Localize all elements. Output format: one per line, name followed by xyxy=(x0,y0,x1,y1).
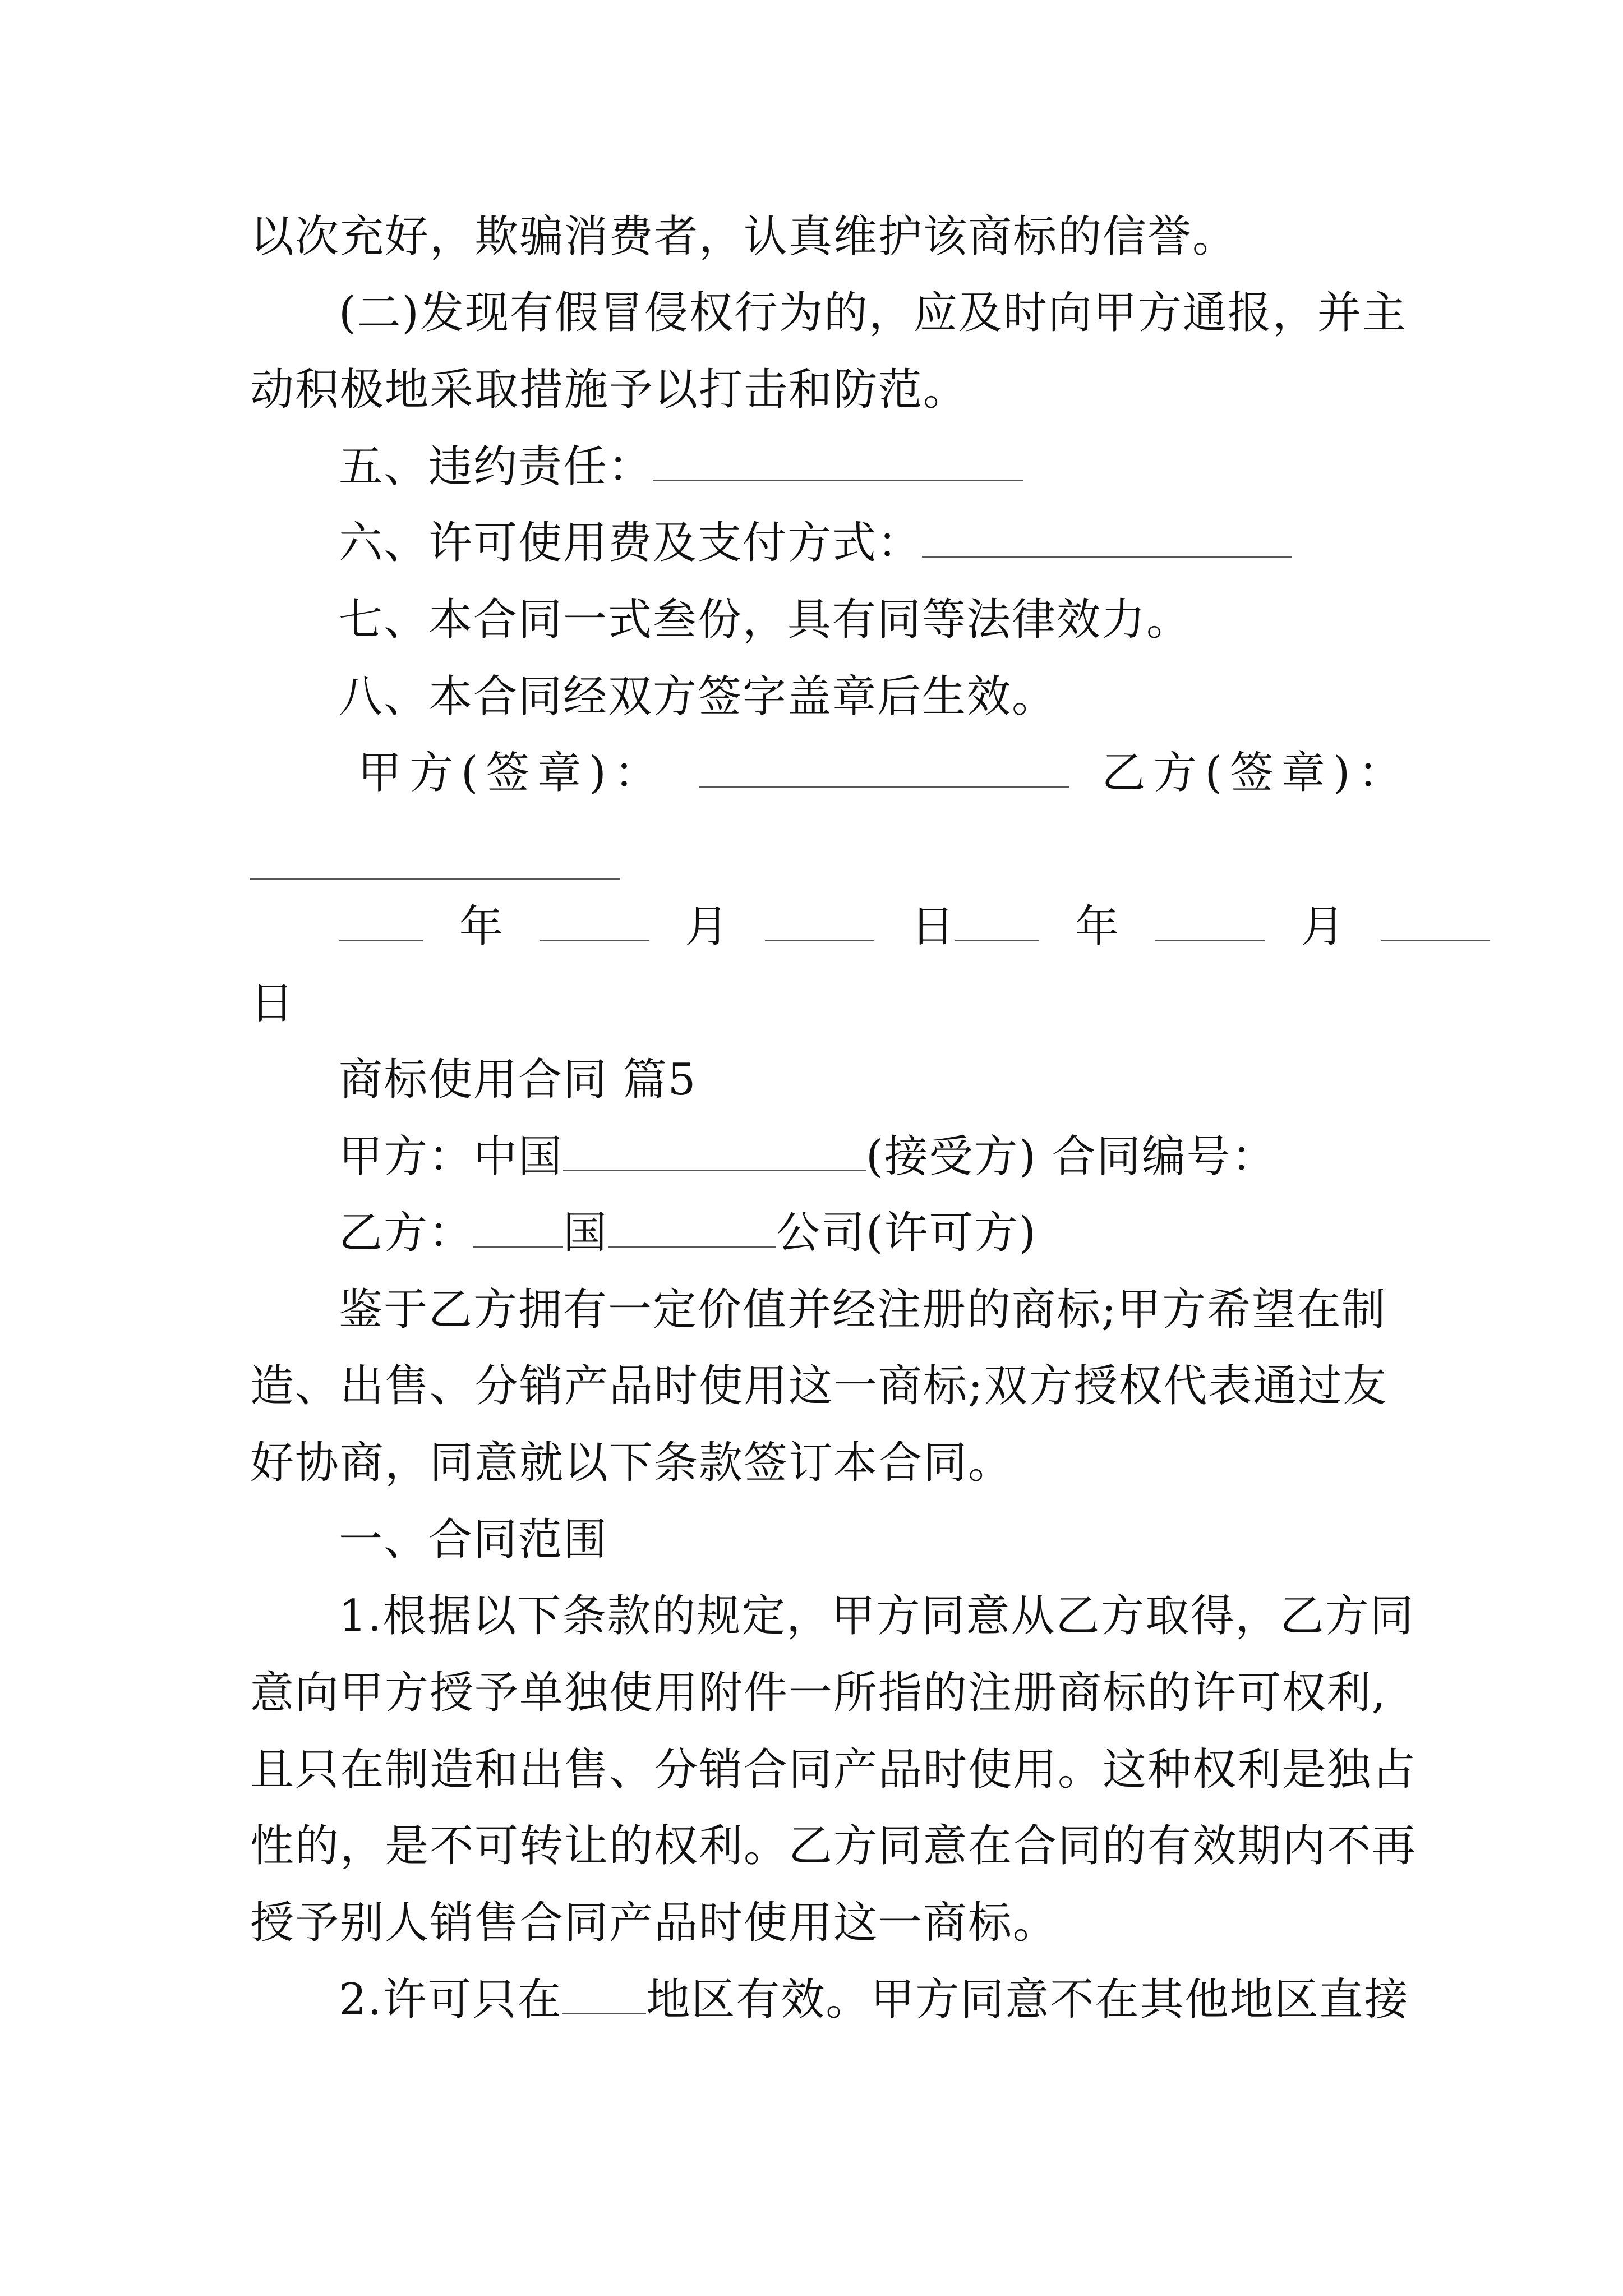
party-b-suffix: 公司(许可方) xyxy=(776,1208,1037,1258)
date-row xyxy=(339,899,1490,955)
section-title: 商标使用合同 篇5 xyxy=(339,1055,697,1105)
date-blank xyxy=(765,905,874,941)
license-region-prefix: 2.许可只在 xyxy=(339,1975,562,2025)
clause-label: 五、违约责任： xyxy=(339,441,653,492)
text-line: 且只在制造和出售、分销合同产品时使用。这种权利是独占 xyxy=(250,1745,1417,1795)
date-year-label: 年 xyxy=(459,901,503,952)
date-blank xyxy=(1155,905,1265,941)
clause-license-fee xyxy=(339,515,1292,571)
party-b-line xyxy=(339,1205,1037,1261)
fill-in-blank xyxy=(922,521,1292,558)
date-month-label: 月 xyxy=(1301,901,1345,952)
date-blank xyxy=(1381,905,1490,941)
clause-breach-liability xyxy=(339,439,1023,495)
text-line: 八、本合同经双方签字盖章后生效。 xyxy=(339,671,1057,722)
date-blank xyxy=(339,905,423,941)
fill-in-blank xyxy=(562,1978,646,2014)
signature-blank xyxy=(699,751,1069,788)
party-b-country: 国 xyxy=(563,1208,608,1258)
date-day-label: 日 xyxy=(911,901,955,952)
signature-label-party-a: 甲方(签章)： xyxy=(358,748,666,798)
license-region-suffix: 地区有效。甲方同意不在其他地区直接 xyxy=(646,1975,1409,2025)
text-line: 意向甲方授予单独使用附件一所指的注册商标的许可权利, xyxy=(250,1668,1387,1718)
date-year-label: 年 xyxy=(1075,901,1119,952)
license-region-line xyxy=(339,1972,1409,2028)
fill-in-blank xyxy=(608,1211,776,1248)
text-line: 七、本合同一式叁份，具有同等法律效力。 xyxy=(339,595,1192,645)
fill-in-blank xyxy=(653,445,1023,481)
text-line: 授予别人销售合同产品时使用这一商标。 xyxy=(250,1898,1058,1948)
fill-in-blank xyxy=(473,1211,563,1248)
signature-row xyxy=(358,745,1409,801)
text-line: 性的，是不可转让的权利。乙方同意在合同的有效期内不再 xyxy=(250,1821,1417,1871)
text-line: 鉴于乙方拥有一定价值并经注册的商标;甲方希望在制 xyxy=(339,1285,1387,1335)
date-blank xyxy=(540,905,649,941)
clause-label: 六、许可使用费及支付方式： xyxy=(339,518,923,568)
text-line: 造、出售、分销产品时使用这一商标;双方授权代表通过友 xyxy=(250,1361,1388,1411)
party-a-suffix: (接受方) 合同编号： xyxy=(866,1131,1276,1182)
text-line: 1.根据以下条款的规定，甲方同意从乙方取得，乙方同 xyxy=(339,1591,1415,1641)
date-blank xyxy=(955,905,1039,941)
date-month-label: 月 xyxy=(685,901,729,952)
party-a-line xyxy=(339,1129,1276,1185)
date-day-label: 日 xyxy=(250,978,296,1029)
text-line: 以次充好，欺骗消费者，认真维护该商标的信誉。 xyxy=(250,211,1238,262)
signature-label-party-b: 乙方(签章)： xyxy=(1101,748,1410,798)
text-line: 动积极地采取措施予以打击和防范。 xyxy=(250,365,969,415)
text-line: 好协商，同意就以下条款签订本合同。 xyxy=(250,1438,1013,1488)
text-line: (二)发现有假冒侵权行为的，应及时向甲方通报，并主 xyxy=(339,288,1407,338)
signature-blank xyxy=(250,878,620,880)
party-b-prefix: 乙方： xyxy=(339,1208,474,1258)
fill-in-blank xyxy=(563,1135,866,1171)
section-heading: 一、合同范围 xyxy=(339,1515,608,1565)
party-a-prefix: 甲方：中国 xyxy=(339,1131,564,1182)
